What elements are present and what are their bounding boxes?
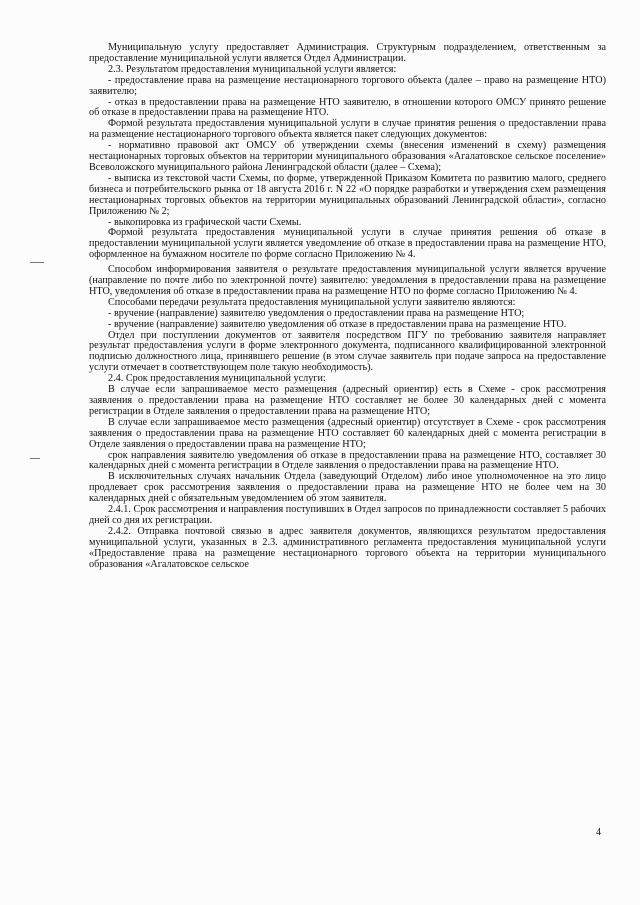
paragraph-10: Способом информирования заявителя о результате предоставления муниципальной услуги является вручение (направление по почте либо по электронной почте) заявителю: уведомления в предоставлении права на размещение НТО, уведомления об отказе в предоставлении права на размещение НТО по форме согласно Приложению № 4. xyxy=(89,264,606,297)
paragraph-11: Способами передачи результата предоставления муниципальной услуги заявителю являются: xyxy=(108,296,516,308)
paragraph-14: Отдел при поступлении документов от заявителя посредством ПГУ по требованию заявителя направляет результат предоставления услуги в форме электронного документа, подписанного квалифицированной электронной подписью должностного лица, принявшего решение (в этом случае заявитель при подаче запроса на предоставление услуги отмечает в соответствующем поле такую необходимость). xyxy=(89,329,606,374)
paragraph-18: срок направления заявителю уведомления об отказе в предоставлении права на размещение НТО, составляет 30 календарных дней с момента регистрации в Отделе заявления о предоставлении права на размещение НТО. xyxy=(89,449,606,472)
paragraph-7: - выписка из текстовой части Схемы, по форме, утвержденной Приказом Комитета по развитию малого, среднего бизнеса и потребительского рынка от 18 августа 2016 г. N 22 «О порядке разработки и утверждения схем размещения нестационарных торговых объектов на территории муниципальных образований Ленинградской области», согласно Приложению № 2; xyxy=(89,172,606,217)
paragraph-17: В случае если запрашиваемое место размещения (адресный ориентир) отсутствует в Схеме - срок рассмотрения заявления о предоставлении права на размещение НТО составляет 60 календарных дней с момента регистрации в Отделе заявления о предоставлении права на размещение НТО; xyxy=(89,416,606,450)
paragraph-4: - отказ в предоставлении права на размещение НТО заявителю, в отношении которого ОМСУ принято решение об отказе в предоставлении права на размещение НТО. xyxy=(89,96,606,119)
left-margin-mark xyxy=(30,458,40,459)
paragraph-8: - выкопировка из графической части Схемы. xyxy=(108,216,302,228)
paragraph-1: Муниципальную услугу предоставляет Администрация. Структурным подразделением, ответственным за предоставление муниципальной услуги является Отдел Администрации. xyxy=(89,42,606,64)
paragraph-2: 2.3. Результатом предоставления муниципальной услуги является: xyxy=(108,63,397,75)
paragraph-15: 2.4. Срок предоставления муниципальной услуги: xyxy=(108,373,326,385)
paragraph-21: 2.4.2. Отправка почтовой связью в адрес заявителя документов, являющихся результатом предоставления муниципальной услуги, указанных в 2.3. административного регламента предоставления муниципальной услуги «Предоставление права на размещение нестационарного торгового объекта на территории муниципального образования «Агалатовское сельское xyxy=(89,525,606,570)
paragraph-20: 2.4.1. Срок рассмотрения и направления поступивших в Отдел запросов по принадлежности составляет 5 рабочих дней со дня их регистрации. xyxy=(89,504,606,526)
paragraph-12: - вручение (направление) заявителю уведомления о предоставлении права на размещение НТО; xyxy=(108,307,525,319)
paragraph-9: Формой результата предоставления муниципальной услуги в случае принятия решения об отказе в предоставлении муниципальной услуги является уведомление об отказе в предоставлении права на размещение НТО, оформленное на бумажном носителе по форме согласно Приложению № 4. xyxy=(89,227,606,261)
left-margin-mark xyxy=(30,262,44,263)
paragraph-5: Формой результата предоставления муниципальной услуги в случае принятия решения о предоставлении права на размещение нестационарного торгового объекта является пакет следующих документов: xyxy=(89,118,606,141)
paragraph-3: - предоставление права на размещение нестационарного торгового объекта (далее – право на размещение НТО) заявителю; xyxy=(89,74,606,97)
document-body xyxy=(89,43,606,571)
paragraph-13: - вручение (направление) заявителю уведомления об отказе в предоставлении права на размещение НТО. xyxy=(108,318,567,330)
paragraph-16: В случае если запрашиваемое место размещения (адресный ориентир) есть в Схеме - срок рассмотрения заявления о предоставлении права на размещение НТО составляет не более 30 календарных дней с момента регистрации в Отделе заявления о предоставлении права на размещение НТО; xyxy=(89,384,606,417)
page-number: 4 xyxy=(596,827,601,838)
paragraph-6: - нормативно правовой акт ОМСУ об утверждении схемы (внесения изменений в схему) размещения нестационарных торговых объектов на территории муниципального образования «Агалатовское сельское поселение» Всеволожского муниципального района Ленинградской области (далее – Схема); xyxy=(89,140,606,173)
paragraph-19: В исключительных случаях начальник Отдела (заведующий Отделом) либо иное уполномоченное на это лицо продлевает срок рассмотрения заявления о предоставлении права на размещение НТО не более чем на 30 календарных дней с обязательным уведомлением об этом заявителя. xyxy=(89,471,606,505)
